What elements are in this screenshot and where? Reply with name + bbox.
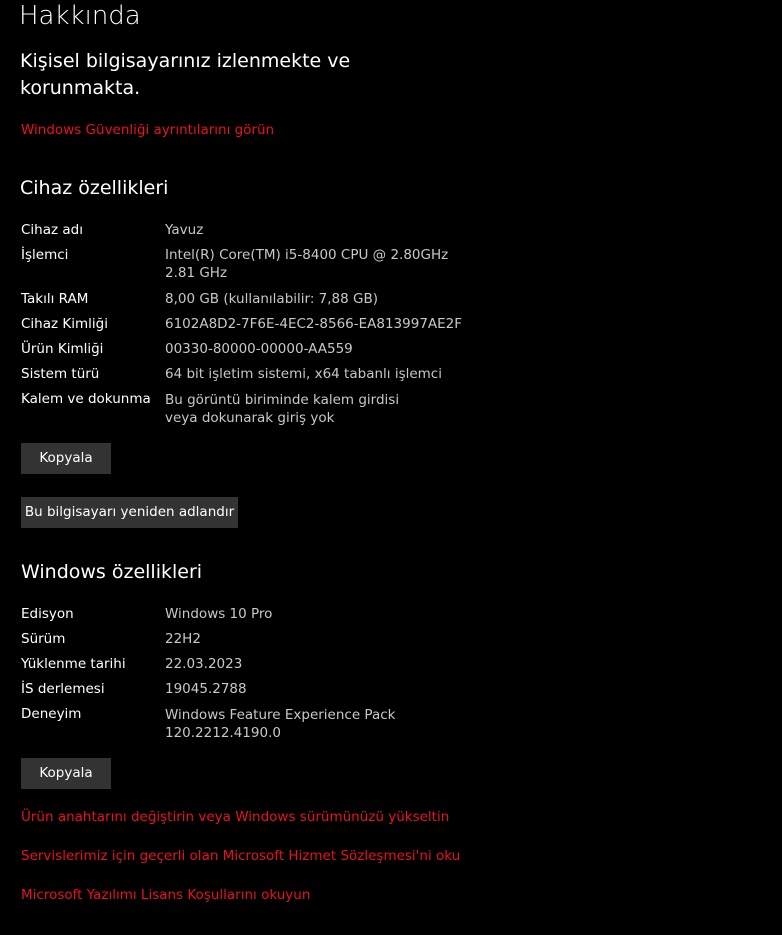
spec-label-ram: Takılı RAM bbox=[21, 291, 89, 307]
spec-value-edition[interactable]: Windows 10 Pro bbox=[165, 606, 273, 622]
spec-value-version[interactable]: 22H2 bbox=[165, 631, 201, 647]
spec-value-os-build[interactable]: 19045.2788 bbox=[165, 681, 247, 697]
spec-value-device-id[interactable]: 6102A8D2-7F6E-4EC2-8566-EA813997AE2F bbox=[165, 316, 463, 332]
spec-value-experience[interactable]: Windows Feature Experience Pack 120.2212.4190.0 bbox=[165, 707, 396, 741]
spec-label-device-id: Cihaz Kimliği bbox=[21, 316, 108, 332]
spec-value-installed-on[interactable]: 22.03.2023 bbox=[165, 656, 243, 672]
spec-label-pen-touch: Kalem ve dokunma bbox=[21, 391, 151, 407]
spec-label-os-build: İS derlemesi bbox=[21, 681, 105, 697]
spec-value-ram[interactable]: 8,00 GB (kullanılabilir: 7,88 GB) bbox=[165, 291, 379, 307]
protection-status-text: Kişisel bilgisayarınız izlenmekte ve korunmakta. bbox=[20, 50, 351, 99]
security-details-link[interactable]: Windows Güvenliği ayrıntılarını görün bbox=[21, 122, 275, 138]
page-title: Hakkında bbox=[19, 1, 141, 31]
spec-label-version: Sürüm bbox=[21, 631, 66, 647]
windows-specs-heading: Windows özellikleri bbox=[21, 561, 203, 583]
service-agreement-link[interactable]: Servislerimiz için geçerli olan Microsoft Hizmet Sözleşmesi'ni oku bbox=[21, 848, 461, 864]
license-terms-link[interactable]: Microsoft Yazılımı Lisans Koşullarını okuyun bbox=[21, 887, 311, 903]
spec-label-processor: İşlemci bbox=[21, 247, 69, 263]
device-specs-heading: Cihaz özellikleri bbox=[20, 177, 169, 199]
device-copy-button[interactable]: Kopyala bbox=[21, 443, 111, 474]
spec-value-product-id[interactable]: 00330-80000-00000-AA559 bbox=[165, 341, 353, 357]
spec-value-system-type[interactable]: 64 bit işletim sistemi, x64 tabanlı işlemci bbox=[165, 366, 442, 382]
spec-value-device-name[interactable]: Yavuz bbox=[165, 222, 204, 238]
spec-label-system-type: Sistem türü bbox=[21, 366, 100, 382]
windows-copy-button[interactable]: Kopyala bbox=[21, 758, 111, 789]
spec-value-pen-touch[interactable]: Bu görüntü biriminde kalem girdisi veya dokunarak giriş yok bbox=[165, 392, 400, 426]
spec-label-device-name: Cihaz adı bbox=[21, 222, 83, 238]
spec-label-product-id: Ürün Kimliği bbox=[21, 341, 104, 357]
spec-value-processor[interactable]: Intel(R) Core(TM) i5-8400 CPU @ 2.80GHz 2.81 GHz bbox=[165, 247, 449, 281]
spec-label-installed-on: Yüklenme tarihi bbox=[21, 656, 126, 672]
product-key-link[interactable]: Ürün anahtarını değiştirin veya Windows sürümünüzü yükseltin bbox=[21, 809, 450, 825]
rename-pc-button[interactable]: Bu bilgisayarı yeniden adlandır bbox=[21, 497, 238, 528]
spec-label-experience: Deneyim bbox=[21, 706, 82, 722]
spec-label-edition: Edisyon bbox=[21, 606, 74, 622]
